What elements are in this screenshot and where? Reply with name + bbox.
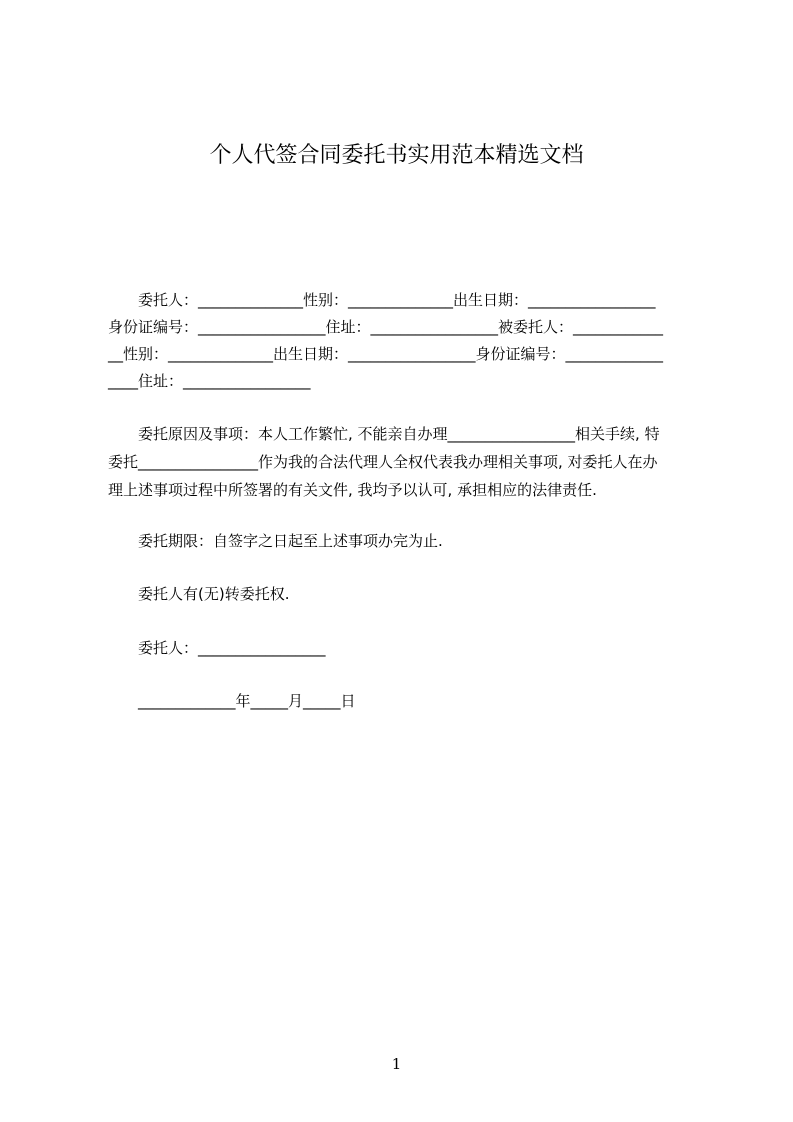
signature-line: 委托人：_________________ <box>138 639 326 657</box>
reason-line-2: 委托________________作为我的合法代理人全权代表我办理相关事项, 对委托人在办 <box>108 453 658 471</box>
info-line-3: __性别：______________出生日期：_________________身份证编号：_____________ <box>108 345 664 363</box>
page-number: 1 <box>391 1055 402 1073</box>
date-line: _____________年_____月_____日 <box>138 692 356 710</box>
term-paragraph: 委托期限：自签字之日起至上述事项办完为止. <box>138 532 443 550</box>
reason-line-1: 委托原因及事项：本人工作繁忙, 不能亲自办理_________________相关手续, 特 <box>138 425 660 443</box>
info-line-4: ____住址：_________________ <box>108 372 311 390</box>
reason-line-3: 理上述事项过程中所签署的有关文件, 我均予以认可, 承担相应的法律责任. <box>108 481 597 499</box>
document-title: 个人代签合同委托书实用范本精选文档 <box>209 143 584 168</box>
info-line-1: 委托人：______________性别：______________出生日期：_________________ <box>138 291 656 309</box>
transfer-paragraph: 委托人有(无)转委托权. <box>138 585 290 603</box>
info-line-2: 身份证编号：_________________住址：_________________被委托人：____________ <box>108 318 664 336</box>
